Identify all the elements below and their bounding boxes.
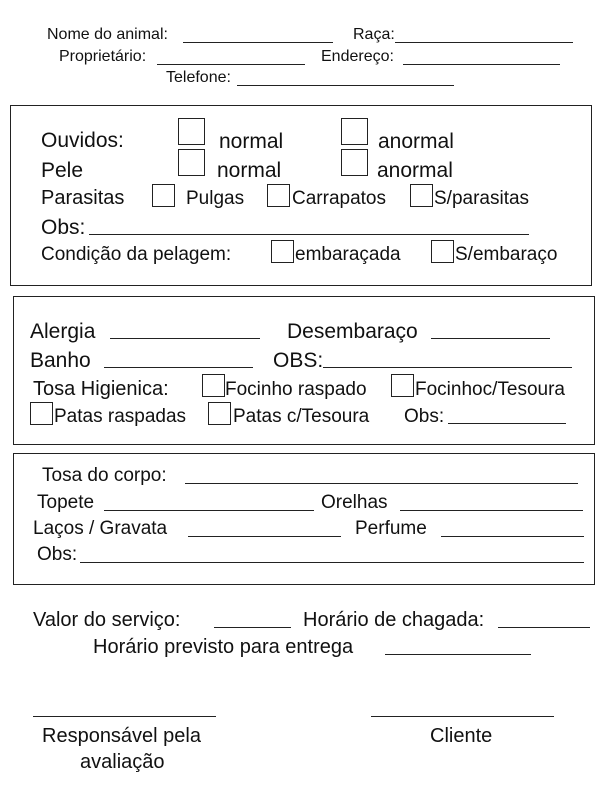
focinho-tesoura-label: Focinhoc/Tesoura <box>415 379 565 400</box>
banho-field[interactable] <box>104 367 253 368</box>
endereco-field[interactable] <box>403 64 560 65</box>
focinho-raspado-label: Focinho raspado <box>225 379 367 400</box>
responsavel-signature-line[interactable] <box>33 716 216 717</box>
focinho-tesoura-checkbox[interactable] <box>391 374 414 397</box>
horario-entrega-field[interactable] <box>385 654 531 655</box>
desembaraco-label: Desembaraço <box>287 320 418 343</box>
obs-health-label: Obs: <box>41 216 86 239</box>
alergia-field[interactable] <box>110 338 260 339</box>
cliente-label: Cliente <box>430 725 493 747</box>
perfume-label: Perfume <box>355 518 427 539</box>
parasitas-label: Parasitas <box>41 187 125 209</box>
telefone-field[interactable] <box>237 85 454 86</box>
topete-field[interactable] <box>104 510 314 511</box>
sem-embaraco-label: S/embaraço <box>455 244 558 265</box>
topete-label: Topete <box>37 492 95 513</box>
pele-anormal-label: anormal <box>377 159 453 182</box>
raca-label: Raça: <box>353 26 395 43</box>
ouvidos-label: Ouvidos: <box>41 129 124 152</box>
orelhas-field[interactable] <box>400 510 583 511</box>
obs2-field[interactable] <box>448 423 566 424</box>
patas-tesoura-checkbox[interactable] <box>208 402 231 425</box>
embaracada-checkbox[interactable] <box>271 240 294 263</box>
proprietario-label: Proprietário: <box>59 48 147 65</box>
lacos-label: Laços / Gravata <box>33 518 168 539</box>
ouvidos-normal-label: normal <box>219 130 284 153</box>
embaracada-label: embaraçada <box>295 244 401 265</box>
alergia-label: Alergia <box>30 320 96 343</box>
cliente-signature-line[interactable] <box>371 716 554 717</box>
pele-label: Pele <box>41 159 84 182</box>
sem-parasitas-label: S/parasitas <box>434 188 530 209</box>
obs-grooming-field[interactable] <box>323 367 572 368</box>
patas-raspadas-checkbox[interactable] <box>30 402 53 425</box>
ouvidos-normal-checkbox[interactable] <box>178 118 205 145</box>
proprietario-field[interactable] <box>157 64 305 65</box>
tosa-higienica-label: Tosa Higienica: <box>33 378 169 400</box>
raca-field[interactable] <box>395 42 573 43</box>
patas-raspadas-label: Patas raspadas <box>54 406 187 427</box>
pulgas-checkbox[interactable] <box>152 184 175 207</box>
obs-health-field[interactable] <box>89 234 529 235</box>
horario-chegada-label: Horário de chagada: <box>303 609 485 631</box>
sem-embaraco-checkbox[interactable] <box>431 240 454 263</box>
ouvidos-anormal-label: anormal <box>378 130 454 153</box>
ouvidos-anormal-checkbox[interactable] <box>341 118 368 145</box>
carrapatos-checkbox[interactable] <box>267 184 290 207</box>
pelagem-label: Condição da pelagem: <box>41 244 232 265</box>
responsavel-label-line2: avaliação <box>80 751 165 773</box>
telefone-label: Telefone: <box>166 69 231 86</box>
tosa-corpo-label: Tosa do corpo: <box>42 465 167 486</box>
patas-tesoura-label: Patas c/Tesoura <box>233 406 370 427</box>
horario-chegada-field[interactable] <box>498 627 590 628</box>
nome-animal-label: Nome do animal: <box>47 26 168 43</box>
responsavel-label-line1: Responsável pela <box>42 725 201 747</box>
desembaraco-field[interactable] <box>431 338 550 339</box>
pele-anormal-checkbox[interactable] <box>341 149 368 176</box>
tosa-corpo-field[interactable] <box>185 483 578 484</box>
endereco-label: Endereço: <box>321 48 394 65</box>
carrapatos-label: Carrapatos <box>292 188 386 209</box>
obs-haircut-field[interactable] <box>80 562 584 563</box>
pele-normal-label: normal <box>217 159 282 182</box>
horario-entrega-label: Horário previsto para entrega <box>93 636 354 658</box>
obs-haircut-label: Obs: <box>37 544 78 565</box>
valor-servico-label: Valor do serviço: <box>33 609 181 631</box>
lacos-field[interactable] <box>188 536 341 537</box>
perfume-field[interactable] <box>441 536 584 537</box>
valor-servico-field[interactable] <box>214 627 291 628</box>
obs-grooming-label: OBS: <box>273 349 324 372</box>
obs2-label: Obs: <box>404 406 445 427</box>
pulgas-label: Pulgas <box>186 188 245 209</box>
pele-normal-checkbox[interactable] <box>178 149 205 176</box>
orelhas-label: Orelhas <box>321 492 388 513</box>
focinho-raspado-checkbox[interactable] <box>202 374 225 397</box>
sem-parasitas-checkbox[interactable] <box>410 184 433 207</box>
nome-animal-field[interactable] <box>183 42 333 43</box>
banho-label: Banho <box>30 349 91 372</box>
